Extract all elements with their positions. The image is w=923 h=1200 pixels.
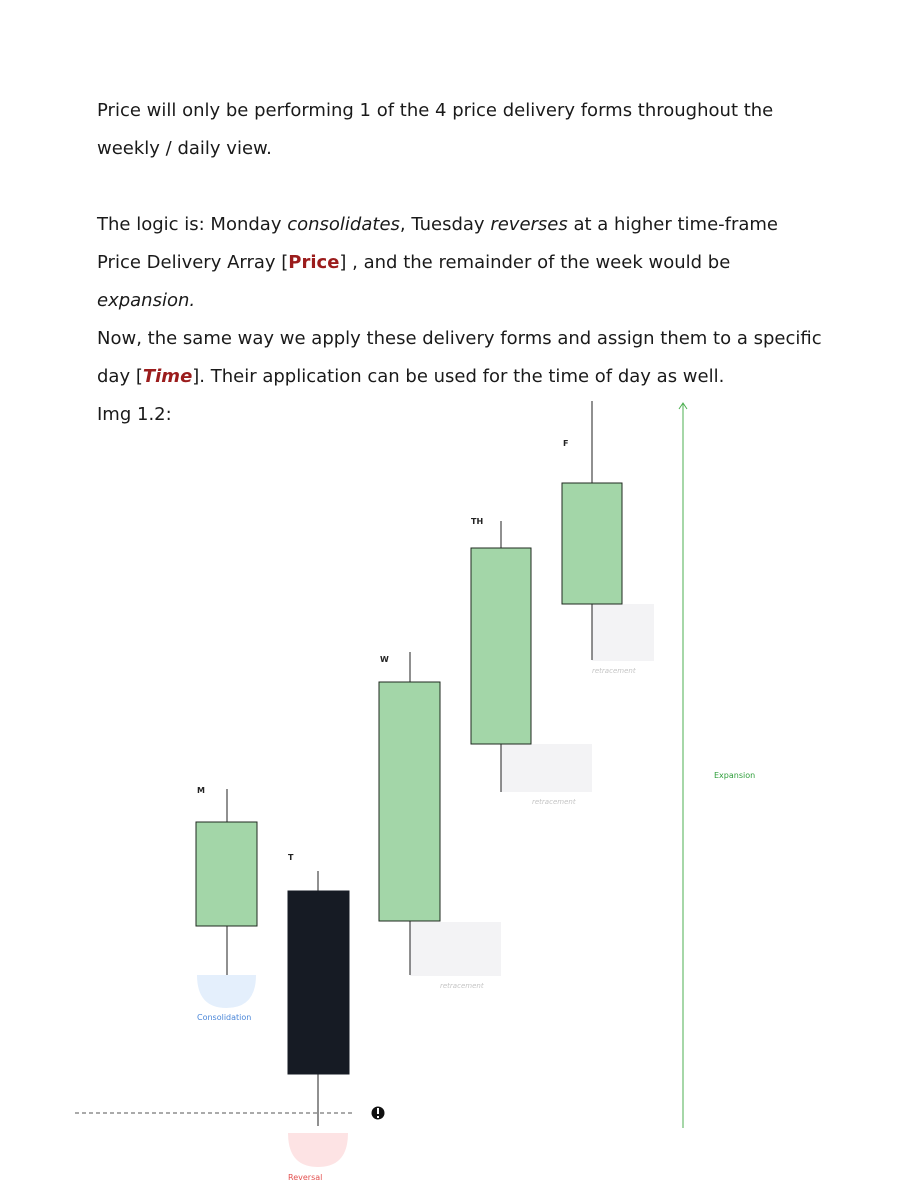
p2-consolidates: consolidates <box>287 214 400 235</box>
p2-price-keyword: Price <box>288 252 340 273</box>
p2-text-b: , Tuesday <box>399 214 491 235</box>
day-label-m: M <box>197 786 205 795</box>
retracement-zone-th <box>501 744 592 792</box>
expansion-label: Expansion <box>714 771 756 780</box>
candle-m-body <box>196 822 257 926</box>
reversal-label: Reversal <box>288 1173 323 1182</box>
consolidation-label: Consolidation <box>197 1013 252 1022</box>
day-label-f: F <box>563 439 569 448</box>
retracement-zone-f <box>592 604 654 661</box>
p3-text-b: ]. Their application can be used for the time of day as well. <box>192 366 725 387</box>
p2-text-a: The logic is: Monday <box>97 214 288 235</box>
image-caption: Img 1.2: <box>97 404 172 425</box>
day-label-w: W <box>380 655 389 664</box>
candle-th-body <box>471 548 531 744</box>
candle-w-body <box>379 682 440 921</box>
retracement-label-w: retracement <box>440 982 484 990</box>
p2-reverses: reverses <box>490 214 568 235</box>
exclamation-circle-icon <box>372 1107 385 1120</box>
p2-expansion: expansion. <box>97 290 196 311</box>
paragraph-1-text: Price will only be performing 1 of the 4 price delivery forms throughout the weekly / daily view. <box>97 100 774 159</box>
day-label-t: T <box>288 853 294 862</box>
retracement-zone-w <box>410 922 501 976</box>
retracement-label-f: retracement <box>592 667 636 675</box>
p2-text-c: at a higher time-frame Price Delivery Array [ <box>97 214 779 273</box>
reversal-zone <box>288 1133 348 1167</box>
p3-text-a: Now, the same way we apply these delivery forms and assign them to a specific day [ <box>97 328 822 387</box>
p2-text-d: ] , and the remainder of the week would be <box>339 252 731 273</box>
candle-f-body <box>562 483 622 604</box>
candle-t-body <box>288 891 349 1074</box>
day-label-th: TH <box>471 517 484 526</box>
retracement-label-th: retracement <box>532 798 576 806</box>
consolidation-zone <box>197 975 256 1008</box>
p3-time-keyword: Time <box>142 366 193 387</box>
